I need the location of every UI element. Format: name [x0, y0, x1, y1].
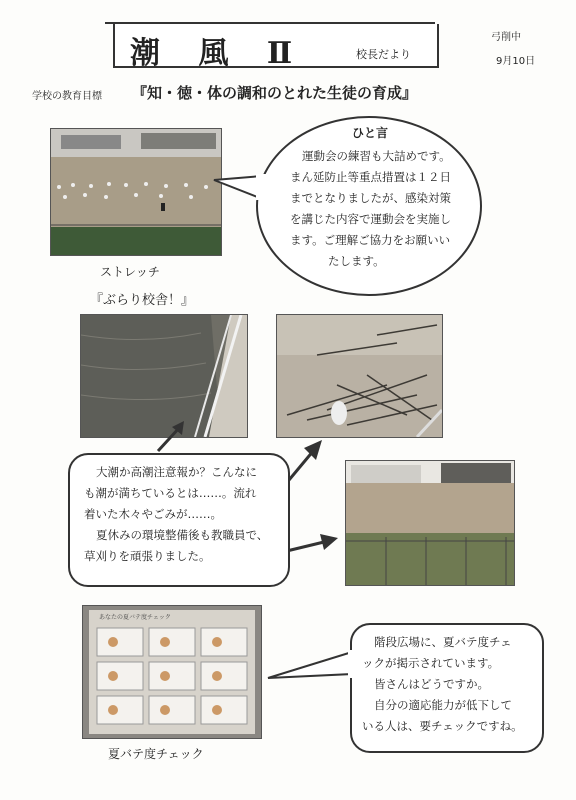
bubble-line: ックが掲示されています。: [362, 656, 500, 670]
bubble-line: までとなりましたが、感染対策: [290, 191, 451, 205]
arrow-to-tide-icon: [150, 415, 190, 455]
environment-text: [84, 462, 284, 567]
bubble-line: 皆さんはどうですか。: [374, 677, 489, 691]
bubble-body: [290, 146, 470, 272]
stretch-caption: ストレッチ: [100, 265, 160, 279]
bubble-heading: ひと言: [351, 126, 388, 140]
heat-check-poster-photo: [82, 605, 262, 739]
issue-date: 9月10日: [496, 56, 536, 67]
bubble-line: 着いた木々やごみが……。: [84, 507, 222, 521]
bubble-tail: [210, 170, 270, 210]
bubble-line: も潮が満ちているとは……。流れ: [84, 486, 257, 500]
bubble-line: 階段広場に、夏バテ度チェ: [374, 635, 512, 649]
stretch-photo: [50, 128, 222, 256]
bubble-line: ます。ご理解ご協力をお願いい: [290, 233, 451, 247]
section-title: 『ぶらり校舎！』: [90, 293, 195, 308]
bubble-line: 自分の適応能力が低下して: [374, 698, 512, 712]
school-name: 弓削中: [491, 32, 521, 43]
driftwood-photo: [276, 314, 443, 438]
bubble-line: 大潮か高潮注意報か？こんなに: [96, 465, 257, 479]
page-subtitle: 校長だより: [356, 48, 411, 61]
goal-label: 学校の教育目標: [32, 91, 102, 102]
heat-check-caption: 夏バテ度チェック: [108, 747, 204, 761]
bubble-line: を講じた内容で運動会を実施し: [290, 212, 451, 226]
bubble-line: たします。: [328, 254, 385, 268]
poster-title: あなたの夏バテ度チェック: [99, 614, 171, 621]
bubble-line: 運動会の練習も大詰めです。: [302, 149, 451, 163]
education-goal: 『知・徳・体の調和のとれた生徒の育成』: [132, 84, 418, 102]
bubble-line: 夏休みの環境整備後も教職員で、: [96, 528, 269, 542]
bubble-line: 草刈りを頑張りました。: [84, 549, 211, 563]
bubble-tail: [264, 648, 356, 688]
field-photo: [345, 460, 515, 586]
heat-check-text: [362, 632, 540, 737]
bubble-line: まん延防止等重点措置は１２日: [290, 170, 451, 184]
page-title: 潮 風 Ⅱ: [130, 36, 307, 71]
bubble-line: いる人は、要チェックですね。: [362, 719, 523, 733]
